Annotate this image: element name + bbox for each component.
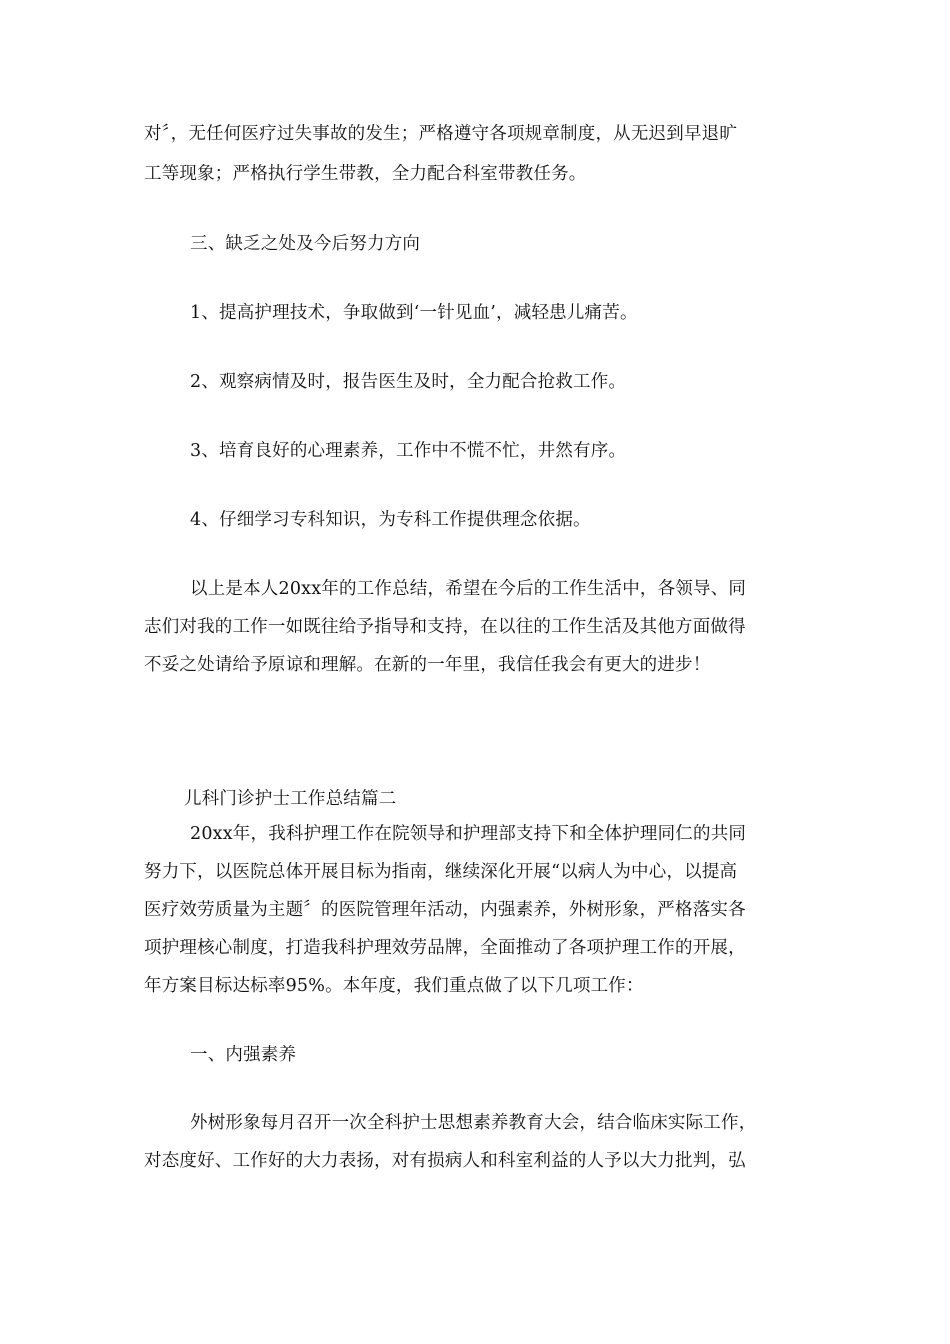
section-3-heading: 三、缺乏之处及今后努力方向 [190, 234, 421, 254]
paragraph-1-line-2: 工等现象；严格执行学生带教，全力配合科室带教任务。 [144, 164, 587, 184]
list-item-4: 4、仔细学习专科知识，为专科工作提供理念依据。 [190, 510, 591, 530]
body-last-line-1: 外树形象每月召开一次全科护士思想素养教育大会，结合临床实际工作， [190, 1113, 757, 1133]
conclusion-line-2: 志们对我的工作一如既往给予指导和支持，在以往的工作生活及其他方面做得 [144, 617, 746, 637]
conclusion-line-1: 以上是本人20xx年的工作总结，希望在今后的工作生活中，各领导、同 [190, 579, 747, 599]
conclusion-line-3: 不妥之处请给予原谅和理解。在新的一年里，我信任我会有更大的进步！ [144, 655, 711, 675]
list-item-1: 1、提高护理技术，争取做到‘一针见血’，减轻患儿痛苦。 [190, 303, 638, 323]
intro-line-4: 项护理核心制度，打造我科护理效劳品牌，全面推动了各项护理工作的开展， [144, 938, 746, 958]
list-item-2: 2、观察病情及时，报告医生及时，全力配合抢救工作。 [190, 372, 627, 392]
list-item-3: 3、培育良好的心理素养，工作中不慌不忙，井然有序。 [190, 441, 627, 461]
intro-line-5: 年方案目标达标率95%。本年度，我们重点做了以下几项工作： [144, 976, 644, 996]
intro-line-3: 医疗效劳质量为主题〞的医院管理年活动，内强素养，外树形象，严格落实各 [144, 900, 746, 920]
paragraph-1-line-1: 对〞，无任何医疗过失事故的发生；严格遵守各项规章制度，从无迟到早退旷 [144, 124, 738, 144]
article-2-title: 儿科门诊护士工作总结篇二 [184, 789, 397, 809]
intro-line-2: 努力下，以医院总体开展目标为指南，继续深化开展“以病人为中心，以提高 [144, 862, 738, 882]
section-1-heading: 一、内强素养 [190, 1045, 297, 1065]
body-last-line-2: 对态度好、工作好的大力表扬，对有损病人和科室利益的人予以大力批判，弘 [144, 1151, 746, 1171]
intro-line-1: 20xx年，我科护理工作在院领导和护理部支持下和全体护理同仁的共同 [190, 824, 747, 844]
